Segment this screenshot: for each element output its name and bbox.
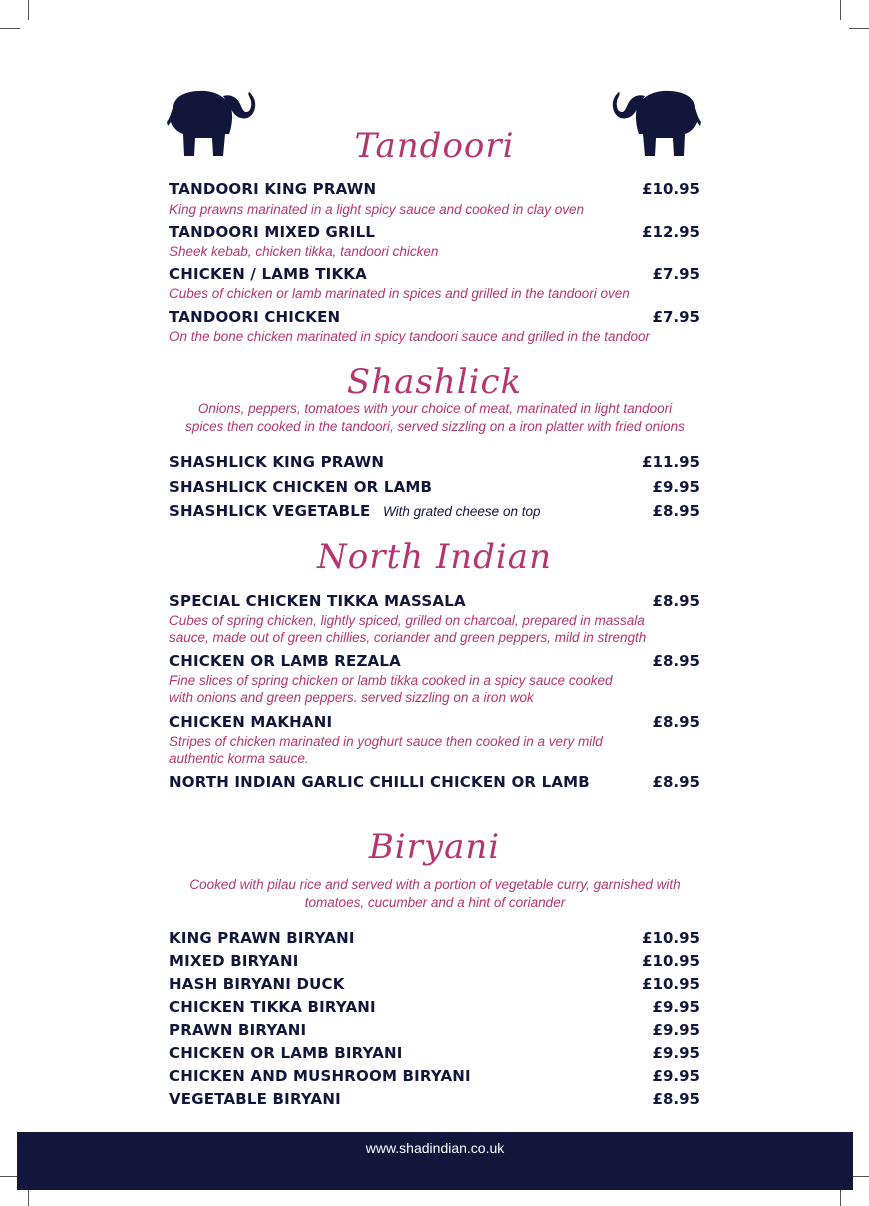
menu-item-price: £8.95 [652,713,700,731]
description-line: Fine slices of spring chicken or lamb tikka cooked in a spicy sauce cooked [169,673,613,688]
menu-item-name: TANDOORI MIXED GRILL [169,223,376,241]
menu-item-name: VEGETABLE BIRYANI [169,1090,341,1108]
menu-item-name: CHICKEN OR LAMB REZALA [169,652,401,670]
description-line: Cubes of spring chicken, lightly spiced, grilled on charcoal, prepared in massala [169,613,645,628]
menu-item-name: CHICKEN TIKKA BIRYANI [169,998,376,1016]
menu-item-name: MIXED BIRYANI [169,952,299,970]
menu-item-price: £9.95 [652,1044,700,1062]
menu-item-price: £9.95 [652,998,700,1016]
menu-item-price: £8.95 [652,773,700,791]
crop-mark [840,0,841,20]
section-heading-biryani: Biryani [368,827,501,867]
section-intro [160,876,710,912]
section-heading-tandoori: Tandoori [354,126,515,166]
menu-item-name: SHASHLICK VEGETABLE [169,502,371,520]
menu-item-name: CHICKEN OR LAMB BIRYANI [169,1044,403,1062]
menu-item-name: NORTH INDIAN GARLIC CHILLI CHICKEN OR LAMB [169,773,590,791]
description-line: with onions and green peppers. served sizzling on a iron wok [169,690,534,705]
section-heading-north-indian: North Indian [317,537,552,577]
menu-item-description: Cubes of chicken or lamb marinated in spices and grilled in the tandoori oven [169,286,630,301]
menu-item-price: £8.95 [652,592,700,610]
menu-item-name: PRAWN BIRYANI [169,1021,307,1039]
menu-item-description: On the bone chicken marinated in spicy tandoori sauce and grilled in the tandoor [169,329,651,344]
section-heading-shashlick: Shashlick [346,362,523,402]
menu-item-price: £9.95 [652,1067,700,1085]
menu-item-name: TANDOORI KING PRAWN [169,180,377,198]
menu-item-name: HASH BIRYANI DUCK [169,975,345,993]
intro-line: tomatoes, cucumber and a hint of coriander [304,895,566,910]
menu-item-name: TANDOORI CHICKEN [169,308,341,326]
intro-line: Onions, peppers, tomatoes with your choice of meat, marinated in light tandoori [197,401,673,416]
section-intro [160,400,710,436]
menu-item-description: King prawns marinated in a light spicy sauce and cooked in clay oven [169,202,584,217]
menu-item-description [169,733,689,767]
menu-item-description: Sheek kebab, chicken tikka, tandoori chicken [169,244,439,259]
menu-item-price: £9.95 [652,1021,700,1039]
menu-item-price: £12.95 [642,223,700,241]
description-line: authentic korma sauce. [169,751,309,766]
description-line: Stripes of chicken marinated in yoghurt sauce then cooked in a very mild [169,734,603,749]
menu-item-price: £10.95 [642,929,700,947]
menu-item-price: £10.95 [642,975,700,993]
menu-item-price: £10.95 [642,952,700,970]
menu-item-price: £11.95 [642,453,700,471]
menu-item-name: SHASHLICK KING PRAWN [169,453,385,471]
menu-item-name: KING PRAWN BIRYANI [169,929,355,947]
menu-item-name: CHICKEN / LAMB TIKKA [169,265,367,283]
menu-item-price: £7.95 [652,308,700,326]
menu-item-description [169,612,709,646]
menu-item-name: SHASHLICK CHICKEN OR LAMB [169,478,433,496]
menu-item-price: £8.95 [652,502,700,520]
menu-item-price: £7.95 [652,265,700,283]
menu-item-price: £10.95 [642,180,700,198]
menu-item-name: SPECIAL CHICKEN TIKKA MASSALA [169,592,466,610]
menu-item-name: CHICKEN MAKHANI [169,713,333,731]
menu-item-note: With grated cheese on top [383,504,541,519]
footer-bar [17,1132,853,1190]
description-line: sauce, made out of green chillies, coriander and green peppers, mild in strength [169,630,647,645]
intro-line: Cooked with pilau rice and served with a portion of vegetable curry, garnished with [189,877,681,892]
menu-item-name: CHICKEN AND MUSHROOM BIRYANI [169,1067,471,1085]
website-link[interactable]: www.shadindian.co.uk [365,1140,505,1156]
menu-item-price: £8.95 [652,652,700,670]
menu-item-price: £9.95 [652,478,700,496]
crop-mark [0,28,20,29]
crop-mark [849,28,869,29]
menu-item-price: £8.95 [652,1090,700,1108]
crop-mark [28,0,29,20]
menu-item-description [169,672,689,706]
intro-line: spices then cooked in the tandoori, served sizzling on a iron platter with fried onions [185,419,685,434]
